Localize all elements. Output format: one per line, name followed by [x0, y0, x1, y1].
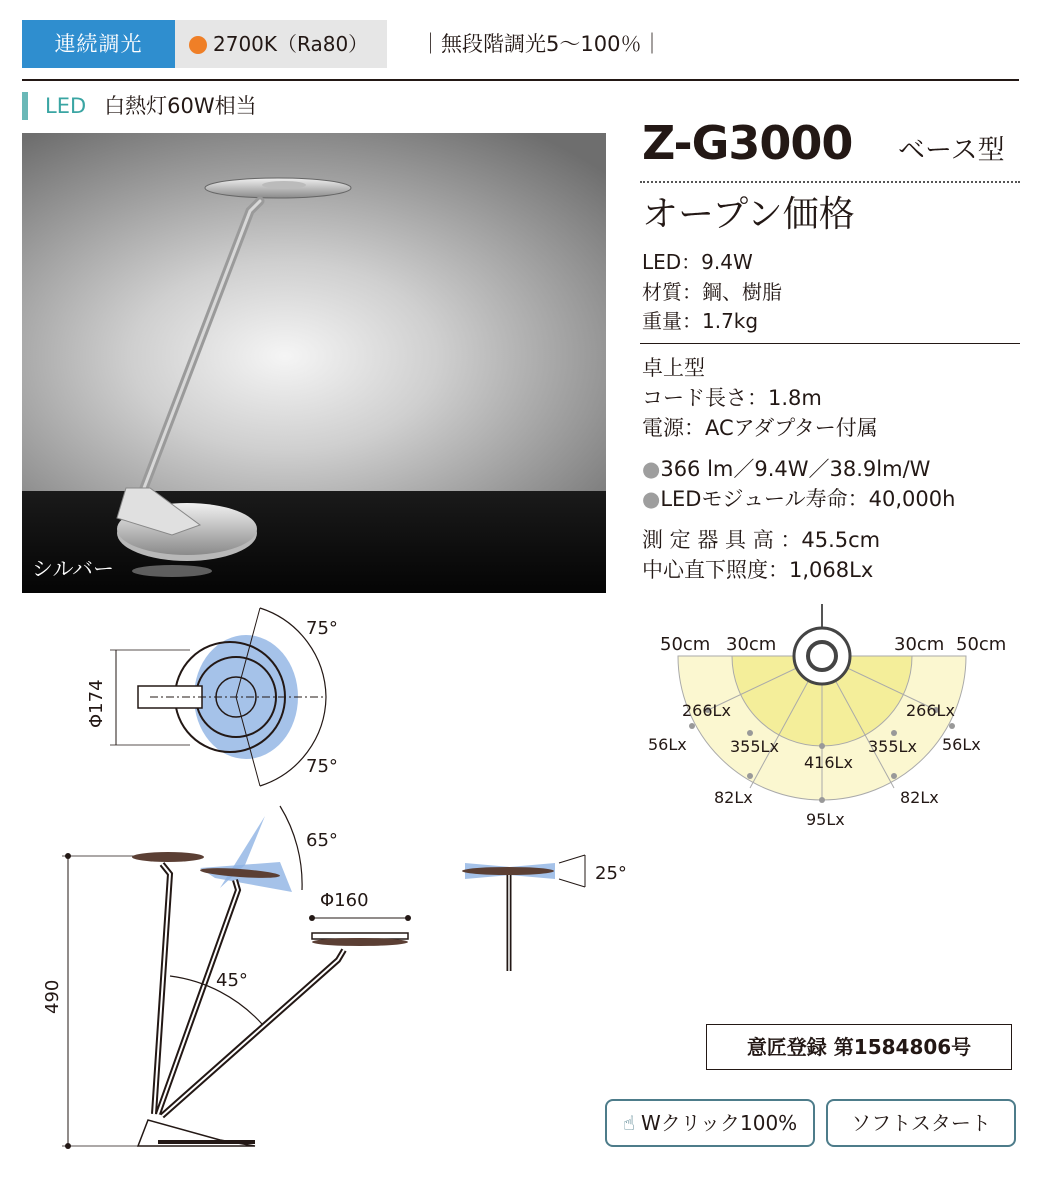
model-number: Z-G3000: [642, 116, 853, 170]
side-view-drawing: [30, 800, 430, 1160]
equivalent-label: 白熱灯60W相当: [104, 94, 257, 118]
soft-start-badge: ソフトスタート: [826, 1099, 1016, 1147]
design-registration: 意匠登録 第1584806号: [706, 1024, 1012, 1070]
head-tilt-label: 65°: [306, 830, 338, 851]
spec-item: コード長さ：1.8m: [642, 386, 822, 410]
lux-label: 355Lx: [868, 737, 917, 756]
led-label: LED: [45, 94, 87, 118]
lux-label: 95Lx: [806, 810, 845, 829]
led-equivalent-line: [45, 90, 257, 122]
rotation-bottom-label: 75°: [306, 756, 338, 777]
lux-label: 56Lx: [942, 735, 981, 754]
spec-item: 重量：1.7kg: [642, 309, 759, 333]
arm-angle-label: 45°: [216, 970, 248, 991]
touch-hand-icon: ☝: [622, 1111, 636, 1135]
lux-label: 355Lx: [730, 737, 779, 756]
lux-label: 266Lx: [906, 701, 955, 720]
head-swivel-drawing: [455, 845, 645, 975]
rotation-top-label: 75°: [306, 618, 338, 639]
w-click-badge: [605, 1099, 815, 1147]
color-temp-badge: [175, 20, 387, 68]
spec-item: 卓上型: [642, 356, 705, 380]
photo-caption: シルバー: [32, 557, 115, 581]
base-type: ベース型: [898, 135, 1005, 166]
bullet-icon: ●: [642, 487, 661, 511]
spec-item: 中心直下照度：1,068Lx: [642, 558, 874, 582]
head-diameter-label: Φ160: [320, 890, 369, 911]
spec-text: LEDモジュール寿命：40,000h: [660, 487, 956, 511]
distance-label: 30cm: [894, 634, 945, 655]
dimming-mode-badge: 連続調光: [22, 20, 175, 68]
top-view-drawing: [70, 600, 360, 800]
spec-item: [642, 454, 930, 485]
base-diameter-label: Φ174: [86, 679, 107, 728]
dotted-divider: [640, 181, 1020, 183]
lux-label: 82Lx: [900, 788, 939, 807]
lux-label: 266Lx: [682, 701, 731, 720]
distance-label: 50cm: [660, 634, 711, 655]
lux-label: 56Lx: [648, 735, 687, 754]
dimming-range: ｜無段階調光5～100％｜: [420, 32, 663, 56]
spec-item: 測 定 器 具 高 ：45.5cm: [642, 528, 881, 552]
color-temp-label: 2700K（Ra80）: [213, 32, 369, 56]
product-photo: [22, 133, 606, 593]
spec-text: 366 lm／9.4W／38.9lm/W: [660, 457, 931, 481]
distance-label: 30cm: [726, 634, 777, 655]
led-accent-bar: [22, 92, 28, 120]
spec-item: LED：9.4W: [642, 250, 753, 274]
illuminance-diagram: [620, 598, 1040, 838]
color-temp-dot-icon: [189, 36, 207, 54]
spec-item: 電源：ACアダプター付属: [642, 416, 878, 440]
height-label: 490: [42, 979, 63, 1014]
lux-label: 82Lx: [714, 788, 753, 807]
lux-label: 416Lx: [804, 753, 853, 772]
bullet-icon: ●: [642, 457, 661, 481]
header-divider: [22, 79, 1019, 81]
distance-label: 50cm: [956, 634, 1007, 655]
spec-item: [642, 484, 955, 515]
spec-item: 材質：鋼、樹脂: [642, 280, 782, 304]
spec-divider: [640, 343, 1020, 344]
head-swivel-label: 25°: [595, 863, 627, 884]
price: オープン価格: [642, 194, 855, 235]
w-click-label: Wクリック100%: [641, 1111, 798, 1135]
